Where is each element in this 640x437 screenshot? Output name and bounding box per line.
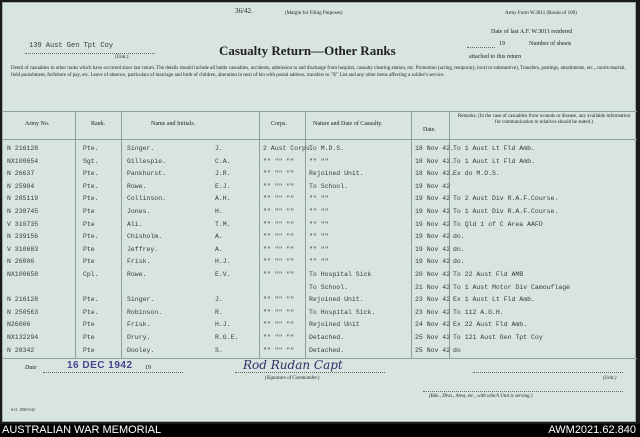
bde-label: (Bde., Divn., Area, etc., with which Unit is serving.) [429,394,533,399]
corps-cell: "" "" "" [263,346,295,354]
name-cell: Singer. [127,296,155,304]
remarks-cell: do [453,346,461,354]
margin-note: (Margin for Filing Purposes) [285,11,343,16]
unit-footer-label: (Unit.) [603,376,617,381]
initials-cell: A.H. [215,195,231,203]
initials-cell: J. [215,145,223,152]
army-no-cell: N 26006 [7,258,35,266]
corps-cell: "" "" "" [263,182,295,190]
initials-cell: T.M. [215,220,231,228]
army-no-cell: N 28342 [7,346,35,354]
col-army-no: Army No. [25,121,50,127]
army-no-cell: N 25904 [7,182,35,190]
name-cell: Collinson. [127,195,167,203]
nature-cell: To M.D.S. [309,145,345,152]
date-cell: 18 Nov 42. [415,145,455,152]
remarks-cell: To 1 Aust Div R.A.F.Course. [453,208,559,215]
corps-cell: "" "" "" [263,170,295,178]
remarks-cell: To 112 A.G.H. [453,308,504,316]
remarks-cell: do. [453,245,465,253]
remarks-cell: Ex 1 Aust Lt Fld Amb. [453,296,535,304]
name-cell: Singer. [127,145,155,152]
rank-cell: Pte. [83,233,99,241]
name-cell: Drury. [127,334,151,341]
date-cell: 19 Nov 42 [415,182,451,190]
nature-cell: Rejoined Unit [309,321,360,329]
nature-cell: "" "" [309,157,329,165]
rank-cell: Cpl. [83,271,99,278]
rank-cell: Pte [83,346,95,354]
rank-cell: Pte [83,245,95,253]
name-cell: Gillespie. [127,157,167,165]
col-date: Date. [423,127,436,133]
initials-cell: S. [215,346,223,354]
army-no-cell: N 216128 [7,296,39,304]
footer-year: 19 [145,365,151,371]
corps-cell: "" "" "" [263,296,295,304]
army-no-cell: V 310683 [7,245,39,253]
name-cell: Jeffrey. [127,245,159,253]
name-cell: Rowe. [127,271,147,278]
corps-cell: 2 Aust Corps. [263,145,314,152]
rank-cell: Pte [83,208,95,215]
corps-cell: "" "" "" [263,157,295,165]
corps-cell: "" "" "" [263,195,295,203]
date-cell: 18 Nov 42. [415,157,455,165]
rank-cell: Pte. [83,182,99,190]
corps-cell: "" "" "" [263,258,295,266]
nature-cell: To School. [309,283,349,291]
army-no-cell: N26006 [7,321,31,329]
name-cell: Rowe. [127,182,147,190]
date-cell: 19 Nov 42 [415,208,451,215]
remarks-cell: do. [453,258,465,266]
initials-cell: J.R. [215,170,231,178]
remarks-cell: To 1 Aust Lt Fld Amb. [453,145,535,152]
nature-cell: To Hospital Sick [309,271,372,278]
nature-cell: To Hospital Sick. [309,308,376,316]
remarks-cell: To 1 Aust Motor Div Camouflage [453,283,571,291]
unit-typed: 139 Aust Gen Tpt Coy [29,42,114,50]
army-no-cell: N 26637 [7,170,35,178]
name-cell: Frisk. [127,258,151,266]
army-no-cell: V 310735 [7,220,39,228]
remarks-cell: To 121 Aust Gen Tpt Coy [453,334,543,341]
name-cell: Jones. [127,208,151,215]
initials-cell: R.G.E. [215,334,239,341]
nature-cell: Rejoined Unit. [309,170,364,178]
rank-cell: Pte. [83,296,99,304]
army-no-cell: NX132294 [7,334,39,341]
nature-cell: Rejoined Unit. [309,296,364,304]
nature-cell: "" "" [309,195,329,203]
unit-line [25,53,155,54]
remarks-cell: To 1 Aust Lt Fld Amb. [453,157,535,165]
corps-cell: "" "" "" [263,308,295,316]
printer-mark: S.O. 10M 9/42 [11,407,35,412]
army-no-cell: N 239156 [7,233,39,241]
name-cell: Pankhurst. [127,170,167,178]
date-cell: 25 Nov 42 [415,346,451,354]
initials-cell: H.J. [215,321,231,329]
col-nature: Nature and Date of Casualty. [313,121,383,127]
date-cell: 19 Nov 42 [415,220,451,228]
corps-cell: "" "" "" [263,220,295,228]
name-cell: Ali. [127,220,143,228]
date-cell: 24 Nov 42 [415,321,451,329]
nature-cell: Detached. [309,334,345,341]
remarks-cell: Ex do M.D.S. [453,170,500,178]
reference-number: 36/42. [235,7,253,15]
date-last-label: Date of last A.F. W.3011 rendered [491,29,573,35]
date-label: Date [25,365,37,371]
col-corps: Corps. [271,121,287,127]
army-no-cell: N 216128 [7,145,39,152]
corps-cell: "" "" "" [263,271,295,278]
form-title: Casualty Return—Other Ranks [219,43,396,58]
col-remarks: Remarks. (In the case of casualties from wounds or disease, any available information for communication to relatives should be stated.) [457,114,631,125]
army-no-cell: N 285119 [7,195,39,203]
rank-cell: Sgt. [83,157,99,165]
corps-cell: "" "" "" [263,334,295,341]
name-cell: Robinson. [127,308,163,316]
col-rank: Rank. [91,121,106,127]
nature-cell: To School. [309,182,349,190]
rank-cell: Pte. [83,195,99,203]
army-no-cell: NX100654 [7,157,39,165]
army-no-cell: N 250563 [7,308,39,316]
form-id: Army Form W.3011 (Books of 100) [505,11,577,16]
corps-cell: "" "" "" [263,321,295,329]
initials-cell: A. [215,233,223,241]
rank-cell: Pte [83,220,95,228]
name-cell: Chisholm. [127,233,163,241]
attached-label: attached to this return [469,54,522,60]
nature-cell: "" "" [309,245,329,253]
corps-cell: "" "" "" [263,245,295,253]
remarks-cell: To Qld 1 of C Area AAFD [453,220,543,228]
initials-cell: C.A. [215,157,231,165]
col-name: Name and Initials. [151,121,196,127]
date-cell: 19 Nov 42 [415,258,451,266]
remarks-cell: To 2 Aust Div R.A.F.Course. [453,195,559,203]
corps-cell: "" "" "" [263,233,295,241]
archive-id: AWM2021.62.840 [548,424,636,436]
date-cell: 20 Nov 42 [415,271,451,278]
commander-signature: Rod Rudan Capt [243,358,343,372]
rank-cell: Pte [83,321,95,329]
corps-cell: "" "" "" [263,208,295,215]
rank-cell: Pte [83,334,95,341]
archive-name: AUSTRALIAN WAR MEMORIAL [2,424,162,436]
date-line [467,47,495,48]
initials-cell: A. [215,245,223,253]
rank-cell: Pte. [83,170,99,178]
rank-cell: Pte [83,258,95,266]
initials-cell: J. [215,296,223,304]
remarks-cell: To 22 Aust Fld AMB [453,271,524,278]
number-sheets-label: Number of sheets [529,41,572,47]
name-cell: Frisk. [127,321,151,329]
date-cell: 23 Nov 42 [415,308,451,316]
initials-cell: E.V. [215,271,231,278]
date-cell: 18 Nov 42. [415,170,455,178]
form-instructions: Detail of casualties to other ranks which have occurred since last return. The details should include all battle casualties, accidents, admission to and discharge from hospital, casualty clearing station, etc. Promotion (acting, temporary, local or substantive), Transfers, postings, attachments, etc., courts-martial, field punishment, forfeiture of pay, etc. Leave of absence, particulars of marriage and birth of children, alteration in next of kin with postal address, transfers to "X" List and any other items affecting a soldier's service. [11,66,626,78]
unit-label: (Unit.) [115,55,129,60]
rank-cell: Pte. [83,308,99,316]
name-cell: Dooley. [127,346,155,354]
nature-cell: Detached. [309,346,345,354]
remarks-cell: do. [453,233,465,241]
date-cell: 19 Nov 42 [415,195,451,203]
initials-cell: E.J. [215,182,231,190]
nature-cell: "" "" [309,258,329,266]
army-no-cell: N 238745 [7,208,39,215]
casualty-return-form [2,2,636,422]
year-label: 19 [499,41,505,47]
nature-cell: "" "" [309,220,329,228]
date-cell: 19 Nov 42 [415,233,451,241]
date-cell: 23 Nov 42 [415,296,451,304]
nature-cell: "" "" [309,208,329,215]
date-cell: 25 Nov 42 [415,334,451,341]
signature-label: (Signature of Commander.) [265,376,320,381]
date-stamp: 16 DEC 1942 [67,360,133,371]
initials-cell: H.J. [215,258,231,266]
rank-cell: Pte. [83,145,99,152]
initials-cell: H. [215,208,223,215]
archive-footer [0,424,640,437]
army-no-cell: NX100658 [7,271,39,278]
initials-cell: R. [215,308,223,316]
date-cell: 21 Nov 42 [415,283,451,291]
remarks-cell: Ex 22 Aust Fld Amb. [453,321,528,329]
date-cell: 19 Nov 42 [415,245,451,253]
nature-cell: "" "" [309,233,329,241]
